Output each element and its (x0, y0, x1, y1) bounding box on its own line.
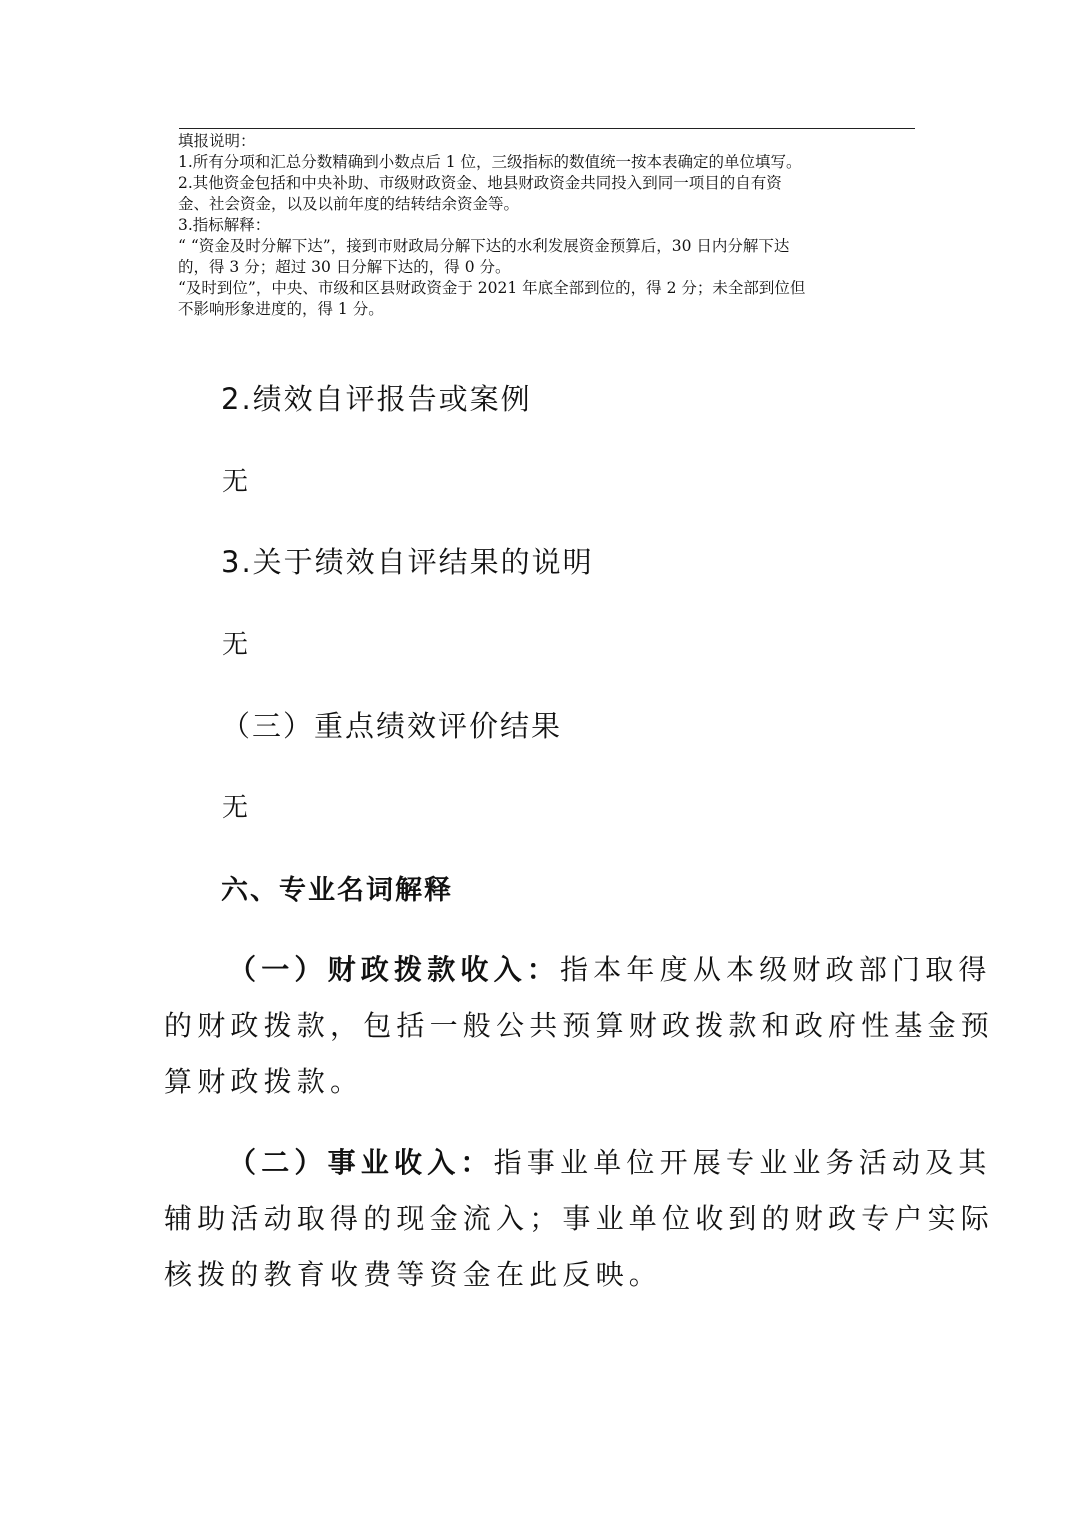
section-self-evaluation-report-body: 无 (222, 467, 249, 497)
notes-item-2-line-2: 金、社会资金，以及以前年度的结转结余资金等。 (178, 195, 520, 213)
filling-notes (178, 131, 920, 320)
notes-heading: 填报说明： (178, 132, 256, 150)
notes-item-2-line-1: 2.其他资金包括和中央补助、市级财政资金、地县财政资金共同投入到同一项目的自有资 (178, 174, 782, 192)
section-key-evaluation-title: （三）重点绩效评价结果 (221, 709, 563, 743)
notes-divider (179, 128, 915, 129)
definition-line-2: 辅助活动取得的现金流入；事业单位收到的财政专户实际 (164, 1202, 995, 1235)
notes-explanation-2 (178, 278, 920, 320)
definition-line-1 (164, 942, 992, 998)
section-evaluation-result-note-title: 3.关于绩效自评结果的说明 (221, 545, 594, 579)
section-self-evaluation-report-title: 2.绩效自评报告或案例 (221, 382, 532, 416)
definition-line-2: 的财政拨款，包括一般公共预算财政拨款和政府性基金预 (164, 1009, 995, 1042)
definition-fiscal-appropriation (164, 942, 995, 1110)
section-six-title: 六、专业名词解释 (221, 875, 453, 906)
definition-text: 指事业单位开展专业业务活动及其 (493, 1146, 992, 1179)
notes-explanation-2-line-1: “及时到位”，中央、市级和区县财政资金于 2021 年底全部到位的，得 2 分；未全部到位但 (178, 279, 806, 297)
notes-item-2 (178, 173, 920, 215)
notes-item-1: 1.所有分项和汇总分数精确到小数点后 1 位，三级指标的数值统一按本表确定的单位填写。 (178, 153, 802, 171)
definition-term: （一）财政拨款收入： (228, 953, 561, 986)
notes-explanation-1 (178, 236, 920, 278)
section-key-evaluation-body: 无 (222, 793, 249, 823)
notes-item-3: 3.指标解释： (178, 216, 271, 234)
notes-explanation-1-line-1: “ “资金及时分解下达”，接到市财政局分解下达的水利发展资金预算后，30 日内分解下达 (178, 237, 790, 255)
definition-line-3: 核拨的教育收费等资金在此反映。 (164, 1258, 663, 1291)
definition-line-3: 算财政拨款。 (164, 1065, 364, 1098)
section-evaluation-result-note-body: 无 (222, 630, 249, 660)
definition-business-income (164, 1135, 995, 1303)
definition-term: （二）事业收入： (228, 1146, 494, 1179)
notes-explanation-2-line-2: 不影响形象进度的，得 1 分。 (178, 300, 384, 318)
definition-text: 指本年度从本级财政部门取得 (560, 953, 992, 986)
definition-line-1 (164, 1135, 992, 1191)
notes-explanation-1-line-2: 的，得 3 分；超过 30 日分解下达的，得 0 分。 (178, 258, 511, 276)
